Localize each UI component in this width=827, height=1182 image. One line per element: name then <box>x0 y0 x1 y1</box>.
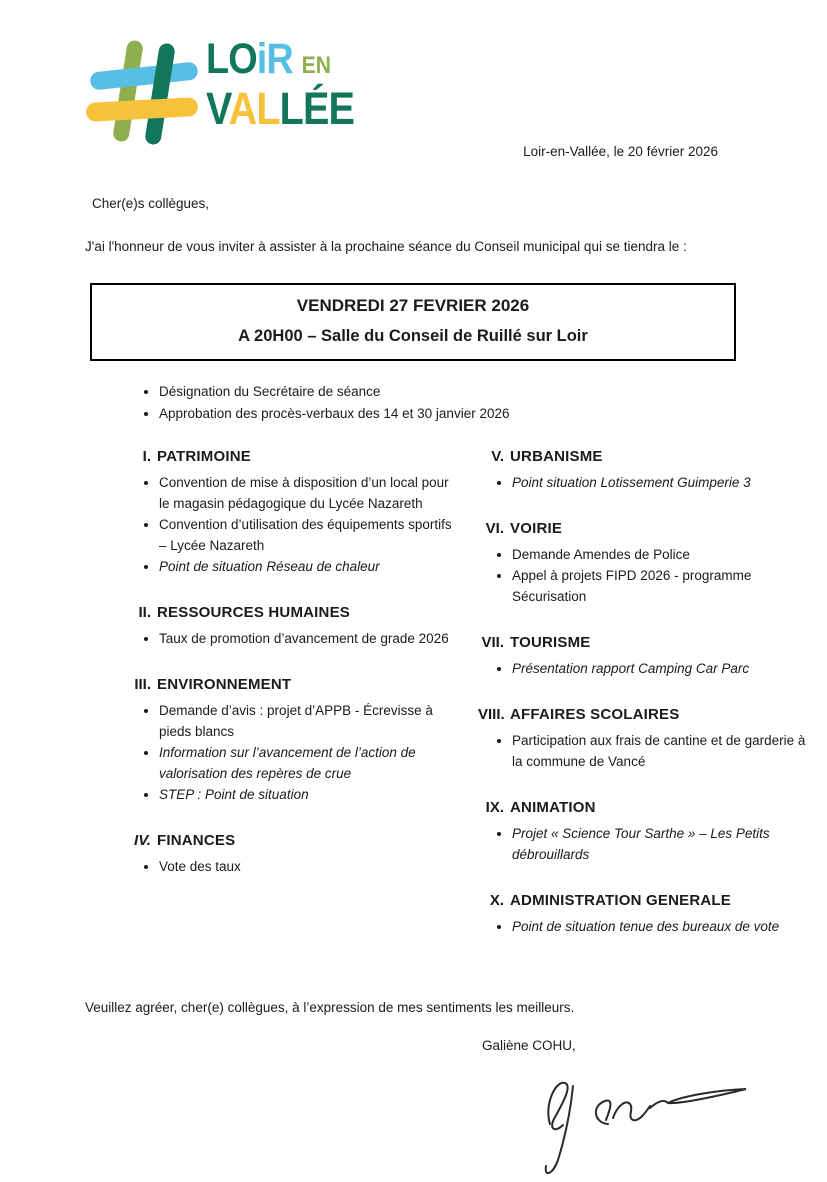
agenda-item: • Point de situation Réseau de chaleur <box>159 556 459 577</box>
logo-letter: É <box>302 83 329 134</box>
signature-image <box>522 1062 752 1182</box>
agenda-section-title: PATRIMOINE <box>157 448 251 465</box>
agenda-section-numeral: VII. <box>481 634 504 651</box>
agenda-item: • Projet « Science Tour Sarthe » – Les Petits débrouillards <box>512 823 812 865</box>
agenda-section <box>478 634 826 679</box>
agenda-section-numeral: III. <box>134 676 151 693</box>
agenda-item-list <box>478 823 812 865</box>
hashtag-horizontal-yellow <box>86 97 199 122</box>
logo-word-loir <box>206 35 293 83</box>
meeting-time-place: A 20H00 – Salle du Conseil de Ruillé sur Loir <box>238 327 588 345</box>
logo-word-vallee <box>206 83 354 134</box>
logo-letter: A <box>228 83 257 134</box>
agenda-item-list <box>478 658 812 679</box>
agenda-section-heading <box>125 832 473 849</box>
meeting-announcement-box <box>90 283 736 361</box>
agenda-item: • Taux de promotion d’avancement de grade 2026 <box>159 628 459 649</box>
agenda-section-heading <box>125 676 473 693</box>
agenda-item-list <box>125 628 459 649</box>
agenda-section-title: AFFAIRES SCOLAIRES <box>510 706 680 723</box>
agenda-section <box>478 520 826 607</box>
preliminary-list <box>145 381 509 425</box>
agenda-item-list <box>478 916 812 937</box>
agenda-section-numeral: V. <box>491 448 504 465</box>
agenda-column-left <box>125 448 473 904</box>
meeting-date: VENDREDI 27 FEVRIER 2026 <box>296 296 530 315</box>
agenda-section-title: FINANCES <box>157 832 236 849</box>
agenda-section-heading <box>478 448 826 465</box>
agenda-section <box>478 799 826 865</box>
agenda-section-heading <box>478 706 826 723</box>
agenda-section-heading <box>478 634 826 651</box>
agenda-item: • Demande Amendes de Police <box>512 544 812 565</box>
agenda-item: • Convention de mise à disposition d’un local pour le magasin pédagogique du Lycée Nazareth <box>159 472 459 514</box>
agenda-section-title: TOURISME <box>510 634 591 651</box>
hashtag-diagonal-dark-green <box>144 42 176 145</box>
agenda-section-heading <box>125 604 473 621</box>
agenda-section-heading <box>125 448 473 465</box>
preliminary-item: • Désignation du Secrétaire de séance <box>159 381 509 403</box>
agenda-section-title: URBANISME <box>510 448 603 465</box>
agenda-item: • Demande d’avis : projet d’APPB - Écrevisse à pieds blancs <box>159 700 459 742</box>
agenda-section-heading <box>478 799 826 816</box>
loir-en-vallee-logo <box>88 36 388 151</box>
closing-sentence: Veuillez agréer, cher(e) collègues, à l’expression de mes sentiments les meilleurs. <box>85 1000 575 1015</box>
agenda-item: • Vote des taux <box>159 856 459 877</box>
intro-paragraph: J'ai l'honneur de vous inviter à assister à la prochaine séance du Conseil municipal qui se tiendra le : <box>85 239 687 254</box>
agenda-section <box>125 448 473 577</box>
agenda-section <box>125 676 473 805</box>
agenda-section <box>125 832 473 877</box>
agenda-item: • STEP : Point de situation <box>159 784 459 805</box>
agenda-item-list <box>478 544 812 607</box>
agenda-item-list <box>125 856 459 877</box>
agenda-section-numeral: II. <box>138 604 151 621</box>
hashtag-diagonal-light-green <box>112 39 144 142</box>
logo-letter: L <box>279 83 303 134</box>
agenda-section-numeral: VIII. <box>478 706 505 723</box>
agenda-section-numeral: IX. <box>485 799 504 816</box>
signer-name: Galiène COHU, <box>482 1038 576 1053</box>
agenda-section <box>478 448 826 493</box>
logo-letter: EN <box>301 52 332 79</box>
agenda-item: • Point de situation tenue des bureaux de vote <box>512 916 812 937</box>
logo-letter: LO <box>206 35 257 83</box>
agenda-section-title: ANIMATION <box>510 799 596 816</box>
preliminary-item: • Approbation des procès-verbaux des 14 et 30 janvier 2026 <box>159 403 509 425</box>
date-line: Loir-en-Vallée, le 20 février 2026 <box>523 144 718 159</box>
logo-letter: E <box>328 83 355 134</box>
agenda-item: • Participation aux frais de cantine et de garderie à la commune de Vancé <box>512 730 812 772</box>
hashtag-horizontal-blue <box>89 61 198 90</box>
agenda-section-title: VOIRIE <box>510 520 563 537</box>
agenda-item-list <box>478 730 812 772</box>
agenda-item: • Point situation Lotissement Guimperie 3 <box>512 472 812 493</box>
agenda-section-title: ENVIRONNEMENT <box>157 676 292 693</box>
agenda-item: • Appel à projets FIPD 2026 - programme Sécurisation <box>512 565 812 607</box>
logo-letter: L <box>256 83 280 134</box>
logo-wordmark <box>206 35 374 134</box>
agenda-section-heading <box>478 892 826 909</box>
hashtag-icon <box>88 40 194 146</box>
agenda-section-numeral: I. <box>142 448 151 465</box>
agenda-section-title: RESSOURCES HUMAINES <box>157 604 350 621</box>
logo-word-en <box>302 52 331 79</box>
agenda-item: • Présentation rapport Camping Car Parc <box>512 658 812 679</box>
agenda-section <box>478 706 826 772</box>
preliminary-items <box>145 381 509 425</box>
agenda-item: • Information sur l’avancement de l’action de valorisation des repères de crue <box>159 742 459 784</box>
agenda-section-numeral: IV. <box>134 832 151 849</box>
agenda-section-numeral: X. <box>489 892 504 909</box>
agenda-item-list <box>478 472 812 493</box>
agenda-section-heading <box>478 520 826 537</box>
agenda-section-title: ADMINISTRATION GENERALE <box>510 892 731 909</box>
logo-letter: R <box>266 35 293 83</box>
salutation: Cher(e)s collègues, <box>92 196 210 211</box>
logo-letter: i <box>256 35 267 83</box>
agenda-section <box>125 604 473 649</box>
logo-letter: V <box>206 83 229 134</box>
agenda-section-numeral: VI. <box>485 520 504 537</box>
agenda-item-list <box>125 700 459 805</box>
agenda-column-right <box>478 448 826 964</box>
agenda-section <box>478 892 826 937</box>
agenda-item-list <box>125 472 459 577</box>
agenda-item: • Convention d’utilisation des équipements sportifs – Lycée Nazareth <box>159 514 459 556</box>
